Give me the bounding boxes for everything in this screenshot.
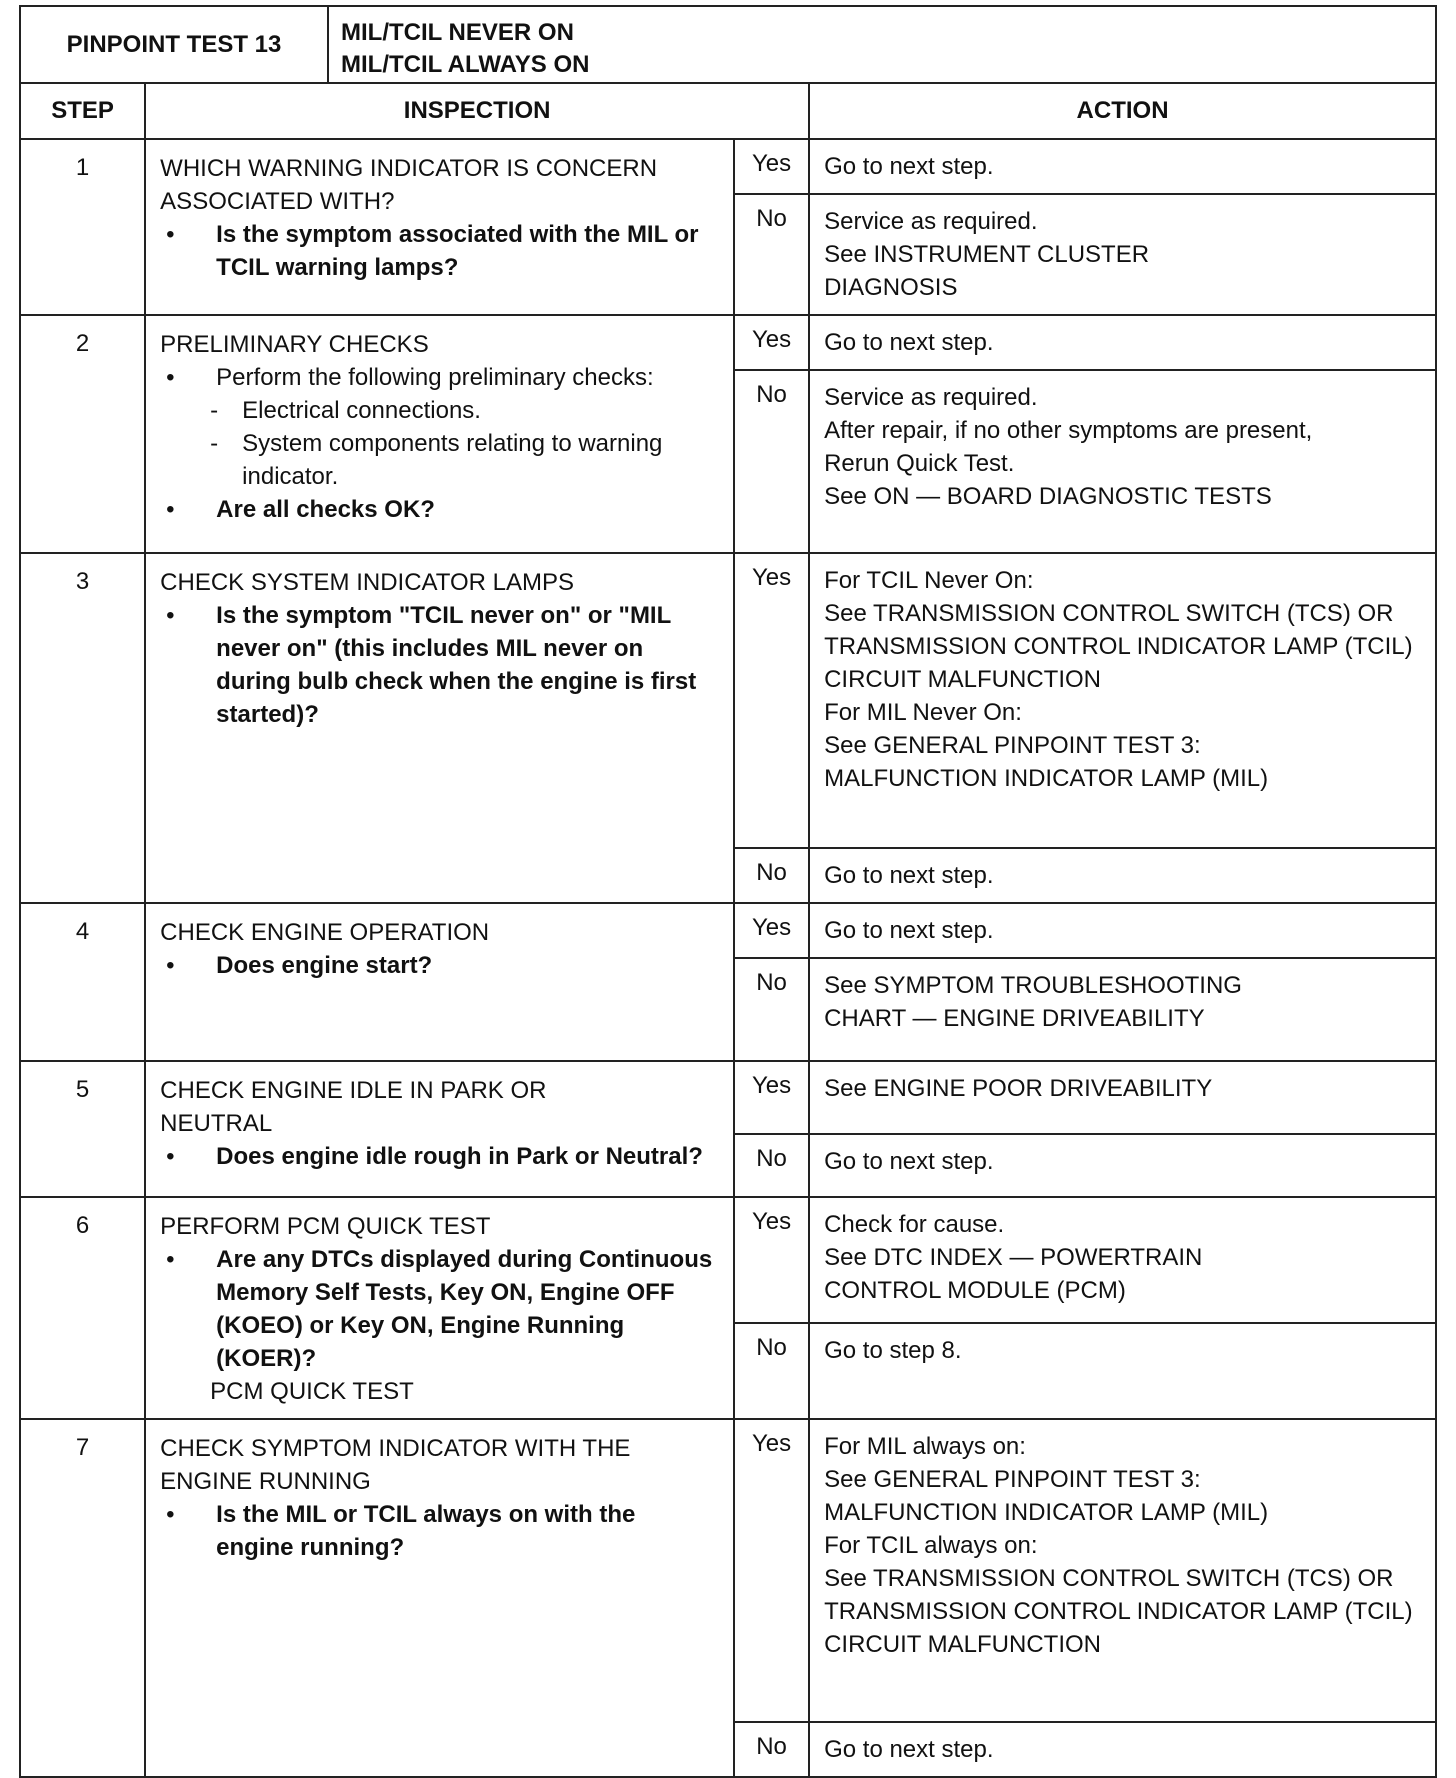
inspection-cell: PERFORM PCM QUICK TEST • Are any DTCs displayed during Continuous Memory Self Tests, Key ON, Engine OFF (KOEO) or Key ON, Engine Running (KOER)? PCM QUICK TEST [145,1197,734,1419]
title-line-1: MIL/TCIL NEVER ON [341,19,574,46]
step-reference: PCM QUICK TEST [210,1378,414,1405]
step-number: 4 [20,903,145,1061]
no-label: No [734,848,809,903]
test-title [329,7,601,82]
step-question: Is the symptom "TCIL never on" or "MIL never on" (this includes MIL never on during bulb check when the engine is first started)? [216,602,697,728]
no-action: See SYMPTOM TROUBLESHOOTING CHART — ENGINE DRIVEABILITY [809,958,1436,1061]
inspection-cell: CHECK SYSTEM INDICATOR LAMPS • Is the symptom "TCIL never on" or "MIL never on" (this includes MIL never on during bulb check when the engine is first started)? [145,553,734,903]
yes-label: Yes [734,553,809,848]
yes-label: Yes [734,903,809,958]
yes-action: Go to next step. [809,315,1436,370]
step-heading: WHICH WARNING INDICATOR IS CONCERN ASSOCIATED WITH? [160,155,658,215]
test-label: PINPOINT TEST 13 [21,7,329,82]
table-row [20,1419,1436,1722]
check-item: System components relating to warning indicator. [242,430,663,490]
no-label: No [734,1722,809,1777]
step-heading: CHECK ENGINE OPERATION [160,919,490,946]
no-label: No [734,958,809,1061]
step-number: 2 [20,315,145,553]
step-number: 5 [20,1061,145,1197]
yes-label: Yes [734,1061,809,1134]
table-row [20,553,1436,848]
yes-action: Check for cause. See DTC INDEX — POWERTRAIN CONTROL MODULE (PCM) [809,1197,1436,1323]
step-question: Are any DTCs displayed during Continuous Memory Self Tests, Key ON, Engine OFF (KOEO) or Key ON, Engine Running (KOER)? [216,1246,713,1372]
no-label: No [734,194,809,315]
yes-action: For TCIL Never On: See TRANSMISSION CONTROL SWITCH (TCS) OR TRANSMISSION CONTROL INDICATOR LAMP (TCIL) CIRCUIT MALFUNCTION For MIL Never On: See GENERAL PINPOINT TEST 3: MALFUNCTION INDICATOR LAMP (MIL) [809,553,1436,848]
steps-table [19,82,1437,1778]
step-instruction: Perform the following preliminary checks: [216,364,654,391]
no-action: Go to next step. [809,848,1436,903]
inspection-cell: CHECK ENGINE IDLE IN PARK OR NEUTRAL • Does engine idle rough in Park or Neutral? [145,1061,734,1197]
yes-label: Yes [734,1197,809,1323]
yes-action: Go to next step. [809,903,1436,958]
step-question: Is the MIL or TCIL always on with the engine running? [216,1501,636,1561]
step-heading: CHECK SYMPTOM INDICATOR WITH THE ENGINE RUNNING [160,1435,631,1495]
table-row [20,1197,1436,1323]
step-number: 7 [20,1419,145,1777]
table-header [19,5,1437,84]
inspection-cell: CHECK SYMPTOM INDICATOR WITH THE ENGINE RUNNING • Is the MIL or TCIL always on with the engine running? [145,1419,734,1777]
step-question: Does engine idle rough in Park or Neutral? [216,1143,703,1170]
step-number: 3 [20,553,145,903]
column-header-row [20,83,1436,139]
step-heading: PERFORM PCM QUICK TEST [160,1213,491,1240]
yes-label: Yes [734,139,809,194]
table-row [20,1061,1436,1134]
step-question: Does engine start? [216,952,433,979]
no-action: Go to next step. [809,1134,1436,1197]
yes-action: Go to next step. [809,139,1436,194]
col-action: ACTION [809,83,1436,139]
col-step: STEP [20,83,145,139]
step-heading: CHECK ENGINE IDLE IN PARK OR NEUTRAL [160,1077,547,1137]
yes-action: For MIL always on: See GENERAL PINPOINT TEST 3: MALFUNCTION INDICATOR LAMP (MIL) For TCIL always on: See TRANSMISSION CONTROL SWITCH (TCS) OR TRANSMISSION CONTROL INDICATOR LAMP (TCIL) CIRCUIT MALFUNCTION [809,1419,1436,1722]
step-question: Are all checks OK? [216,496,435,523]
inspection-cell: PRELIMINARY CHECKS • Perform the following preliminary checks: - Electrical connections. - System components relating to warning indicator. • Are all checks OK? [145,315,734,553]
no-action: Service as required. See INSTRUMENT CLUSTER DIAGNOSIS [809,194,1436,315]
no-action: Go to next step. [809,1722,1436,1777]
check-item: Electrical connections. [242,397,481,424]
step-heading: CHECK SYSTEM INDICATOR LAMPS [160,569,575,596]
no-label: No [734,1323,809,1419]
title-line-2: MIL/TCIL ALWAYS ON [341,51,590,78]
yes-label: Yes [734,1419,809,1722]
step-number: 1 [20,139,145,315]
col-inspection: INSPECTION [145,83,809,139]
inspection-cell: CHECK ENGINE OPERATION • Does engine start? [145,903,734,1061]
no-action: Service as required. After repair, if no other symptoms are present, Rerun Quick Test. See ON — BOARD DIAGNOSTIC TESTS [809,370,1436,553]
step-question: Is the symptom associated with the MIL or TCIL warning lamps? [216,221,699,281]
pinpoint-test-table [19,5,1437,1778]
table-row [20,903,1436,958]
inspection-cell: WHICH WARNING INDICATOR IS CONCERN ASSOCIATED WITH? • Is the symptom associated with the MIL or TCIL warning lamps? [145,139,734,315]
table-row [20,315,1436,370]
step-number: 6 [20,1197,145,1419]
no-label: No [734,1134,809,1197]
no-action: Go to step 8. [809,1323,1436,1419]
yes-label: Yes [734,315,809,370]
step-heading: PRELIMINARY CHECKS [160,331,429,358]
yes-action: See ENGINE POOR DRIVEABILITY [809,1061,1436,1134]
no-label: No [734,370,809,553]
table-row [20,139,1436,194]
